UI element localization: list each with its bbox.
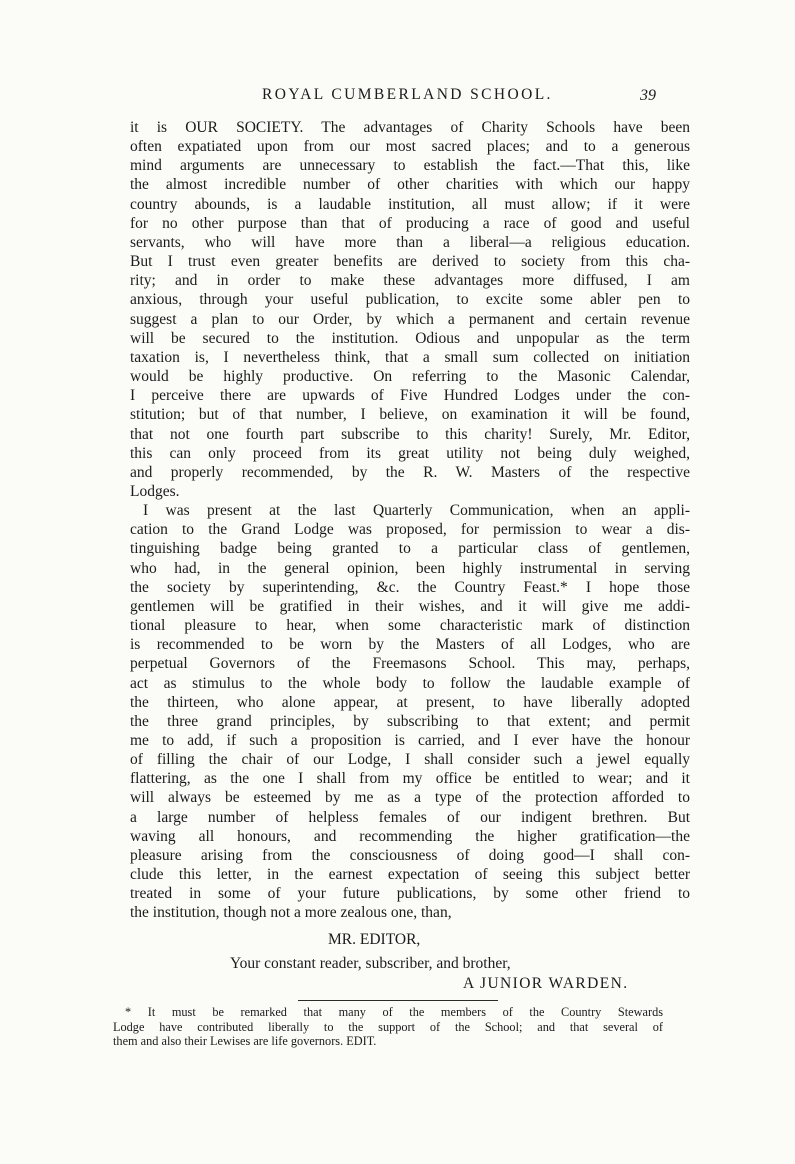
text-line: often expatiated upon from our most sacred places; and to a generous [130,138,690,156]
closing-line: Your constant reader, subscriber, and brother, [230,955,511,972]
text-line: that not one fourth part subscribe to this charity! Surely, Mr. Editor, [130,425,690,443]
footnote-line: Lodge have contributed liberally to the support of the School; and that several of [113,1019,663,1034]
text-line: the three grand principles, by subscribing to that extent; and permit [130,712,690,730]
running-head: ROYAL CUMBERLAND SCHOOL. [262,86,553,103]
text-line: act as stimulus to the whole body to follow the laudable example of [130,674,690,692]
text-line: the institution, though not a more zealous one, than, [130,904,452,922]
text-line: taxation is, I nevertheless think, that a small sum collected on initiation [130,348,690,366]
text-line: the society by superintending, &c. the Country Feast.* I hope those [130,578,690,596]
text-line: tional pleasure to hear, when some characteristic mark of distinction [130,617,690,635]
text-line: I was present at the last Quarterly Communication, when an appli- [143,502,690,520]
text-line: treated in some of your future publications, by some other friend to [130,885,690,903]
footnote-rule [298,1000,498,1001]
text-line: perpetual Governors of the Freemasons School. This may, perhaps, [130,655,690,673]
text-line: it is OUR SOCIETY. The advantages of Charity Schools have been [130,119,690,136]
text-line: clude this letter, in the earnest expectation of seeing this subject better [130,866,690,884]
text-line: would be highly productive. On referring to the Masonic Calendar, [130,368,690,386]
text-line: who had, in the general opinion, been highly instrumental in serving [130,559,690,577]
text-line: suggest a plan to our Order, by which a permanent and certain revenue [130,310,690,328]
footnote-line: * It must be remarked that many of the members of the Country Stewards [125,1005,663,1019]
text-line: for no other purpose than that of producing a race of good and useful [130,214,690,232]
text-line: is recommended to be worn by the Masters of all Lodges, who are [130,636,690,654]
text-line: flattering, as the one I shall from my office be entitled to wear; and it [130,770,690,788]
text-line: I perceive there are upwards of Five Hundred Lodges under the con- [130,387,690,405]
text-line: and properly recommended, by the R. W. Masters of the respective [130,463,690,481]
text-line: anxious, through your useful publication, to excite some abler pen to [130,291,690,309]
signature: A JUNIOR WARDEN. [463,975,629,992]
text-line: servants, who will have more than a liberal—a religious education. [130,233,690,251]
text-line: gentlemen will be gratified in their wishes, and it will give me addi- [130,597,690,615]
text-line: stitution; but of that number, I believe, on examination it will be found, [130,406,690,424]
text-line: the thirteen, who alone appear, at present, to have liberally adopted [130,693,690,711]
text-line: country abounds, is a laudable institution, all must allow; if it were [130,195,690,213]
text-line: Lodges. [130,482,180,500]
text-line: pleasure arising from the consciousness of doing good—I shall con- [130,846,690,864]
letter-body [130,118,690,923]
text-line: will be secured to the institution. Odious and unpopular as the term [130,329,690,347]
text-line: mind arguments are unnecessary to establish the fact.—That this, like [130,157,690,175]
page-number: 39 [640,87,656,104]
text-line: of filling the chair of our Lodge, I shall consider such a jewel equally [130,751,690,769]
text-line: will always be esteemed by me as a type of the protection afforded to [130,789,690,807]
text-line: cation to the Grand Lodge was proposed, for permission to wear a dis- [130,521,690,539]
page-header [0,86,795,110]
text-line: this can only proceed from its great utility not being duly weighed, [130,444,690,462]
paragraph-2 [130,501,690,922]
text-line: a large number of helpless females of our indigent brethren. But [130,808,690,826]
text-line: rity; and in order to make these advantages more diffused, I am [130,272,690,290]
text-line: the almost incredible number of other charities with which our happy [130,176,690,194]
text-line: But I trust even greater benefits are derived to society from this cha- [130,253,690,271]
paragraph-1 [130,118,690,501]
footnote [113,1005,663,1049]
text-line: me to add, if such a proposition is carried, and I ever have the honour [130,732,690,749]
text-line: waving all honours, and recommending the higher gratification—the [130,827,690,845]
text-line: tinguishing badge being granted to a particular class of gentlemen, [130,540,690,558]
salutation: MR. EDITOR, [328,931,421,948]
footnote-line: them and also their Lewises are life governors. EDIT. [113,1034,377,1049]
